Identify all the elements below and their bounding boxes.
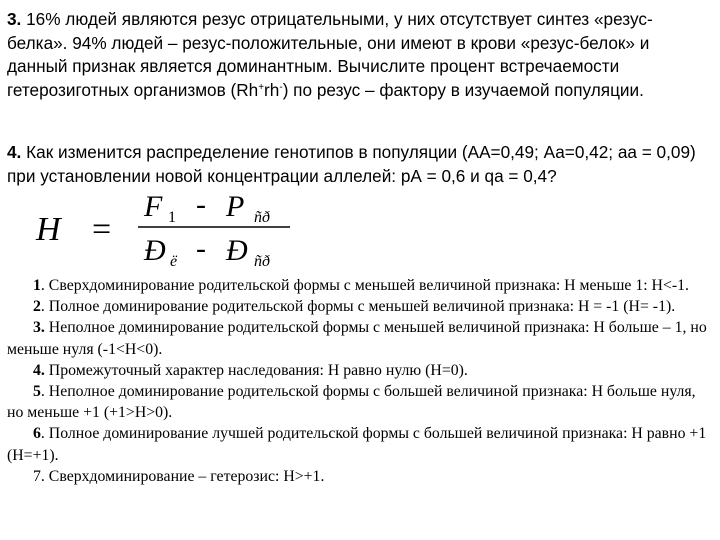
formula-num-minus: - — [196, 188, 206, 221]
list-item-text: Неполное доминирование родительской формы с меньшей величиной признака: Н больше – 1, но меньше нуля (-1<Н<0). — [7, 319, 707, 358]
list-item-number: 2 — [33, 298, 41, 316]
dominance-formula — [28, 188, 308, 270]
list-item — [7, 317, 713, 359]
formula-num-b: P — [226, 190, 245, 223]
formula-den-b-sub: ñð — [254, 253, 270, 270]
problem-3-text-a: 16% людей являются резус отрицательными, у них отсутствует синтез «резус-белка». 94% людей – резус-положительные, они имеют в крови «резус-белок» и данный признак является доминантным. Вычислите процент встречаемости гетерозиготных организмов (Rh — [7, 9, 653, 100]
problem-3-sup-minus: - — [279, 81, 283, 93]
formula-num-a: F — [144, 190, 163, 223]
list-item-number: 3. — [33, 319, 45, 337]
formula-lhs: H — [36, 211, 61, 248]
problem-4-number: 4. — [7, 142, 22, 162]
problem-4-text: Как изменится распределение генотипов в популяции (АА=0,49; Аа=0,42; аа = 0,09) при установлении новой концентрации аллелей: рА = 0,6 и qa = 0,4? — [7, 142, 696, 186]
list-item-number: 1 — [33, 277, 41, 294]
list-item-text: . Сверхдоминирование родительской формы с меньшей величиной признака: Н меньше 1: Н<-1. — [40, 277, 689, 294]
list-item-text: . Неполное доминирование родительской формы с большей величиной признака: Н больше нуля, но меньше +1 (+1>Н>0). — [7, 383, 696, 422]
list-item-number: 4. — [33, 361, 45, 379]
problem-3 — [7, 8, 713, 102]
list-item-number: 6 — [33, 425, 41, 443]
formula-den-b: Đ — [226, 234, 248, 267]
problem-3-sup-plus: + — [258, 81, 265, 93]
problem-3-text-b: rh — [264, 79, 280, 100]
list-item-text: . Полное доминирование родительской формы с меньшей величиной признака: Н = -1 (Н= -1). — [40, 298, 676, 316]
formula-den-minus: - — [196, 232, 206, 265]
formula-num-b-sub: ñð — [254, 209, 270, 226]
formula-equals: = — [92, 211, 112, 248]
list-item — [7, 296, 713, 317]
dominance-cases-list — [7, 275, 713, 487]
list-item-number: 7 — [33, 467, 41, 485]
problem-3-text-c: ) по резус – фактору в изучаемой популяции. — [282, 79, 644, 100]
list-item — [7, 360, 713, 381]
formula-den-a-sub: ё — [170, 253, 178, 270]
list-item-text: . Сверхдоминирование – гетерозис: Н>+1. — [40, 467, 325, 485]
list-item-text: . Полное доминирование лучшей родительской формы с большей величиной признака: Н равно +1 (Н=+1). — [7, 425, 707, 464]
list-item-text: Промежуточный характер наследования: Н равно нулю (Н=0). — [44, 361, 468, 379]
problem-4 — [7, 141, 713, 188]
formula-num-a-sub: 1 — [168, 209, 176, 226]
problem-3-number: 3. — [7, 9, 22, 29]
list-item — [7, 423, 713, 465]
list-item — [7, 275, 713, 296]
list-item — [7, 466, 713, 487]
formula-den-a: Đ — [144, 234, 166, 267]
list-item-number: 5 — [33, 383, 41, 401]
list-item — [7, 381, 713, 423]
